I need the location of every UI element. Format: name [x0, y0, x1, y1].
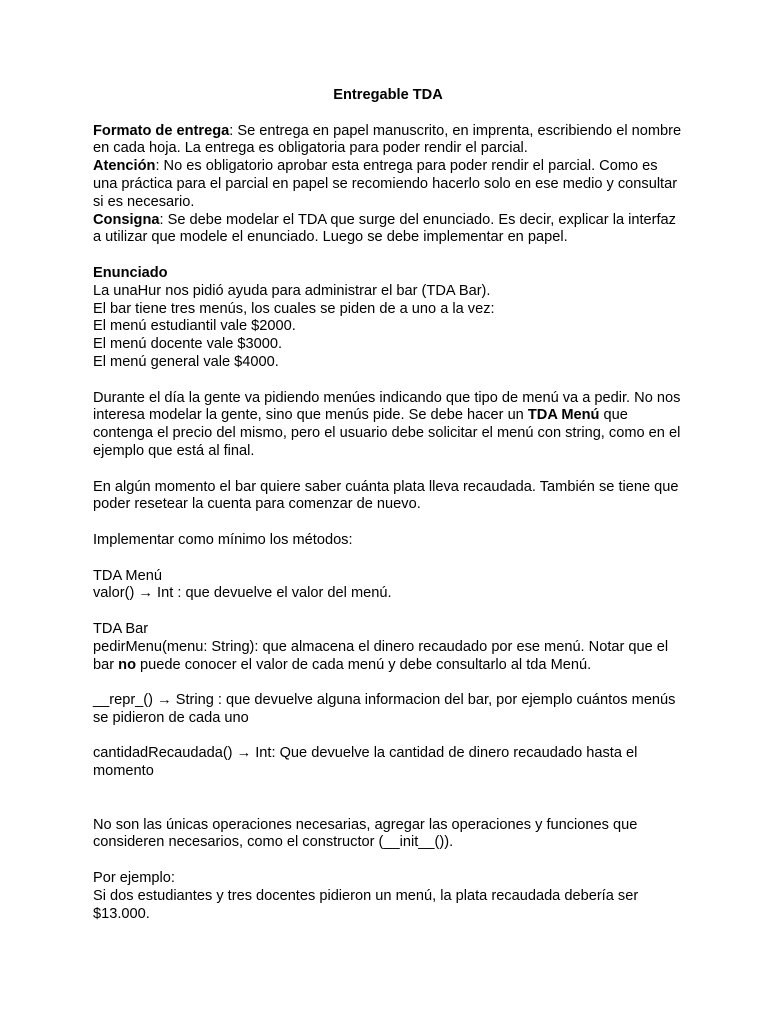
spacer: [93, 105, 683, 123]
enunciado-line: El bar tiene tres menús, los cuales se piden de a uno a la vez:: [93, 300, 495, 317]
enunciado-line: El menú general vale $4000.: [93, 353, 279, 370]
formato-text: : Se entrega en papel manuscrito, en imprenta, escribiendo el nombre en cada hoja. La entrega es obligatoria para poder rendir el parcial.: [93, 122, 682, 157]
durante-bold: TDA Menú: [527, 407, 600, 424]
formato-paragraph: [93, 123, 683, 159]
no-son-paragraph: No son las únicas operaciones necesarias, agregar las operaciones y funciones que consideren necesarios, como el constructor (__init__()).: [93, 816, 638, 851]
pedir-menu-paragraph: [93, 639, 683, 675]
consigna-label: Consigna: [93, 211, 160, 228]
spacer: [93, 674, 683, 692]
atencion-label: Atención: [93, 158, 156, 175]
formato-label: Formato de entrega: [93, 122, 230, 139]
momento-paragraph: En algún momento el bar quiere saber cuánta plata lleva recaudada. También se tiene que poder resetear la cuenta para comenzar de nuevo.: [93, 478, 679, 513]
enunciado-heading-text: Enunciado: [93, 264, 168, 281]
durante-text-before: Durante el día la gente va pidiendo menúes indicando que tipo de menú va a pedir. No nos interesa modelar la gente, sino que menús pide. Se debe hacer un: [93, 389, 681, 424]
pedir-text-before: pedirMenu(menu: String): que almacena el dinero recaudado por ese menú. Notar que el bar: [93, 638, 669, 673]
spacer: [93, 550, 683, 568]
tda-menu-heading: TDA Menú: [93, 567, 162, 584]
consigna-paragraph: [93, 212, 683, 248]
enunciado-heading: [93, 265, 683, 283]
tda-menu-valor: valor() → Int : que devuelve el valor del menú.: [93, 585, 392, 602]
implementar-paragraph: Implementar como mínimo los métodos:: [93, 531, 353, 548]
spacer: [93, 514, 683, 532]
enunciado-line: La unaHur nos pidió ayuda para administrar el bar (TDA Bar).: [93, 282, 491, 299]
enunciado-line: El menú docente vale $3000.: [93, 336, 283, 353]
spacer: [93, 781, 683, 817]
spacer: [93, 247, 683, 265]
atencion-paragraph: [93, 158, 683, 211]
spacer: [93, 372, 683, 390]
enunciado-line: El menú estudiantil vale $2000.: [93, 318, 296, 335]
atencion-text: : No es obligatorio aprobar esta entrega para poder rendir el parcial. Como es una práctica para el parcial en papel se recomiendo hacerlo solo en ese medio y consultar si es necesario.: [93, 158, 678, 210]
durante-paragraph: [93, 390, 683, 461]
ejemplo-text: Si dos estudiantes y tres docentes pidieron un menú, la plata recaudada debería ser $13.000.: [93, 887, 639, 922]
spacer: [93, 461, 683, 479]
spacer: [93, 603, 683, 621]
consigna-text: : Se debe modelar el TDA que surge del enunciado. Es decir, explicar la interfaz a utilizar que modele el enunciado. Luego se debe implementar en papel.: [93, 211, 676, 246]
document-page: [93, 87, 683, 923]
ejemplo-heading: Por ejemplo:: [93, 870, 175, 887]
durante-text-after: que contenga el precio del mismo, pero el usuario debe solicitar el menú con string, como en el ejemplo que está al final.: [93, 407, 681, 459]
repr-paragraph: __repr_() → String : que devuelve alguna informacion del bar, por ejemplo cuántos menús se pidieron de cada uno: [93, 692, 676, 726]
document-title: Entregable TDA: [333, 87, 443, 103]
spacer: [93, 852, 683, 870]
cantidad-paragraph: cantidadRecaudada() → Int: Que devuelve la cantidad de dinero recaudado hasta el momento: [93, 745, 638, 780]
pedir-text-after: puede conocer el valor de cada menú y debe consultarlo al tda Menú.: [136, 656, 592, 673]
tda-bar-heading: TDA Bar: [93, 620, 149, 637]
spacer: [93, 728, 683, 746]
pedir-bold: no: [118, 656, 136, 673]
